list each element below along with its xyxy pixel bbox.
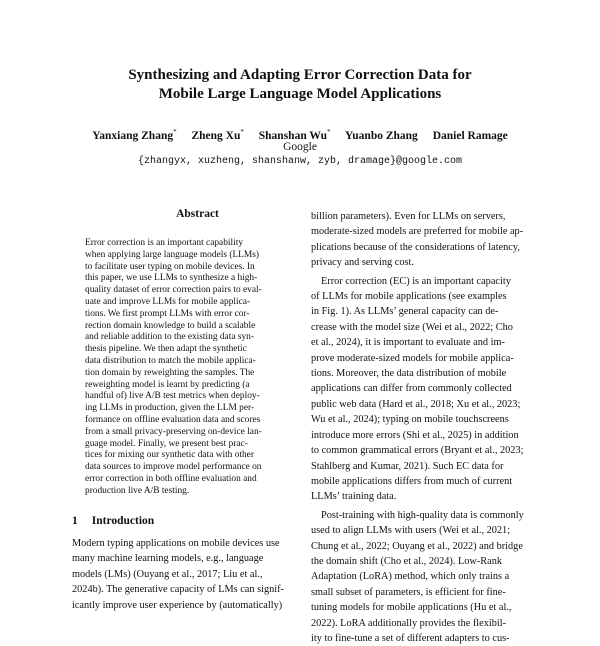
- text-line: models (LMs) (Ouyang et al., 2017; Liu et al.,: [72, 568, 263, 580]
- text-line: introduce more errors (Shi et al., 2025) in addition: [311, 429, 519, 441]
- text-line: reweighting model is learnt by predicting (a: [85, 379, 250, 390]
- text-line: Adaptation (LoRA) method, which only trains a: [311, 571, 510, 583]
- text-line: formance on offline evaluation data and scores: [85, 414, 261, 425]
- text-line: prove moderate-sized models for mobile applica-: [311, 352, 514, 364]
- text-line: LLMs’ training data.: [311, 491, 397, 503]
- text-line: Modern typing applications on mobile devices use: [72, 538, 280, 549]
- author-name: Daniel Ramage: [432, 129, 508, 142]
- text-line: from a small privacy-preserving on-device lan-: [85, 426, 262, 437]
- text-line: billion parameters). Even for LLMs on servers,: [311, 211, 506, 222]
- text-line: Error correction (EC) is an important capacity: [321, 275, 511, 287]
- text-line: and reliable addition to the existing data syn-: [85, 332, 254, 343]
- text-line: production live A/B testing.: [85, 485, 190, 496]
- text-line: to facilitate user typing on mobile devices. In: [85, 261, 255, 272]
- text-line: public web data (Hard et al., 2018; Xu et al., 2023;: [311, 398, 521, 410]
- text-line: tion domain by reweighting the samples. The: [85, 367, 255, 378]
- text-line: mobile applications differs from much of current: [311, 475, 513, 487]
- title-line-1: Synthesizing and Adapting Error Correction Data for: [128, 67, 472, 83]
- text-line: moderate-sized models are preferred for mobile ap-: [311, 226, 524, 238]
- text-line: tuning models for mobile applications (Hu et al.,: [311, 602, 512, 614]
- text-line: many machine learning models, e.g., language: [72, 553, 264, 565]
- text-line: tions. We first prompt LLMs with error cor-: [85, 308, 250, 319]
- author-name: Zheng Xu: [191, 129, 241, 142]
- author-mark: *: [240, 128, 244, 136]
- abstract-body: [85, 238, 300, 498]
- abstract-heading: Abstract: [176, 208, 219, 220]
- text-line: of LLMs for mobile applications (see examples: [311, 291, 507, 303]
- author-name: Shanshan Wu: [258, 129, 328, 142]
- text-line: et al., 2024), it is important to evaluate and im-: [311, 337, 505, 349]
- text-line: data distribution to match the mobile applica-: [85, 355, 256, 366]
- text-line: Stahlberg and Kumar, 2021). Such EC data for: [311, 460, 504, 472]
- paragraph: [311, 209, 533, 271]
- author-mark: *: [327, 128, 331, 136]
- text-line: applications can differ from commonly collected: [311, 383, 512, 395]
- text-line: 2024b). The generative capacity of LMs can signif-: [72, 584, 284, 596]
- text-line: in Fig. 1). As LLMs’ general capacity can de-: [311, 306, 499, 318]
- introduction-text: [72, 536, 301, 613]
- text-line: to common grammatical errors (Bryant et al., 2023;: [311, 445, 524, 457]
- text-line: thesis pipeline. We then adapt the synthetic: [85, 344, 247, 355]
- text-line: handful of) live A/B test metrics when deploy-: [85, 391, 260, 402]
- paragraph: [311, 508, 533, 646]
- right-column: [311, 209, 533, 646]
- author-mark: *: [173, 128, 177, 136]
- section-number: 1: [72, 515, 78, 527]
- text-line: quality dataset of error correction pairs to eval-: [85, 285, 262, 296]
- text-line: Post-training with high-quality data is commonly: [321, 509, 524, 521]
- text-line: this paper, we use LLMs to synthesize a high-: [85, 273, 258, 284]
- text-line: error correction in both offline evaluation and: [85, 473, 257, 484]
- text-line: ing LLMs in production, given the LLM per-: [85, 403, 255, 414]
- text-line: small subset of parameters, is efficient for fine-: [311, 586, 506, 598]
- author-emails: {zhangyx, xuzheng, shanshanw, zyb, dramage}@google.com: [137, 156, 463, 167]
- author-name: Yuanbo Zhang: [345, 129, 418, 142]
- author-name: Yanxiang Zhang: [92, 129, 174, 142]
- affiliation: Google: [283, 141, 317, 153]
- section-title: Introduction: [91, 515, 155, 527]
- text-line: tices for mixing our synthetic data with other: [85, 450, 254, 461]
- text-line: ity to fine-tune a set of different adapters to cus-: [311, 632, 510, 644]
- text-line: the domain shift (Cho et al., 2024). Low-Rank: [311, 555, 503, 567]
- title-line-2: Mobile Large Language Model Applications: [158, 86, 442, 102]
- paragraph: [311, 274, 533, 505]
- text-line: Chung et al., 2022; Ouyang et al., 2022) and bridge: [311, 540, 523, 552]
- text-line: uate and improve LLMs for mobile applica-: [85, 296, 251, 307]
- text-line: privacy and serving cost.: [311, 257, 414, 269]
- text-line: when applying large language models (LLMs): [85, 249, 260, 260]
- text-line: tions. Moreover, the data distribution of mobile: [311, 368, 507, 380]
- section-heading: [72, 515, 168, 527]
- text-line: crease with the model size (Wei et al., 2022; Cho: [311, 321, 513, 333]
- paper-title: [60, 66, 540, 104]
- text-line: 2022). LoRA additionally provides the flexibil-: [311, 617, 507, 629]
- text-line: Wu et al., 2024); typing on mobile touchscreens: [311, 414, 509, 426]
- text-line: plications because of the considerations of latency,: [311, 241, 520, 253]
- text-line: guage model. Finally, we present best prac-: [85, 438, 248, 449]
- text-line: icantly improve user experience by (automatically): [72, 599, 283, 611]
- text-line: Error correction is an important capability: [85, 238, 244, 248]
- text-line: rection domain knowledge to build a scalable: [85, 320, 256, 331]
- text-line: data sources to improve model performance on: [85, 462, 262, 473]
- text-line: used to align LLMs with users (Wei et al., 2021;: [311, 525, 511, 537]
